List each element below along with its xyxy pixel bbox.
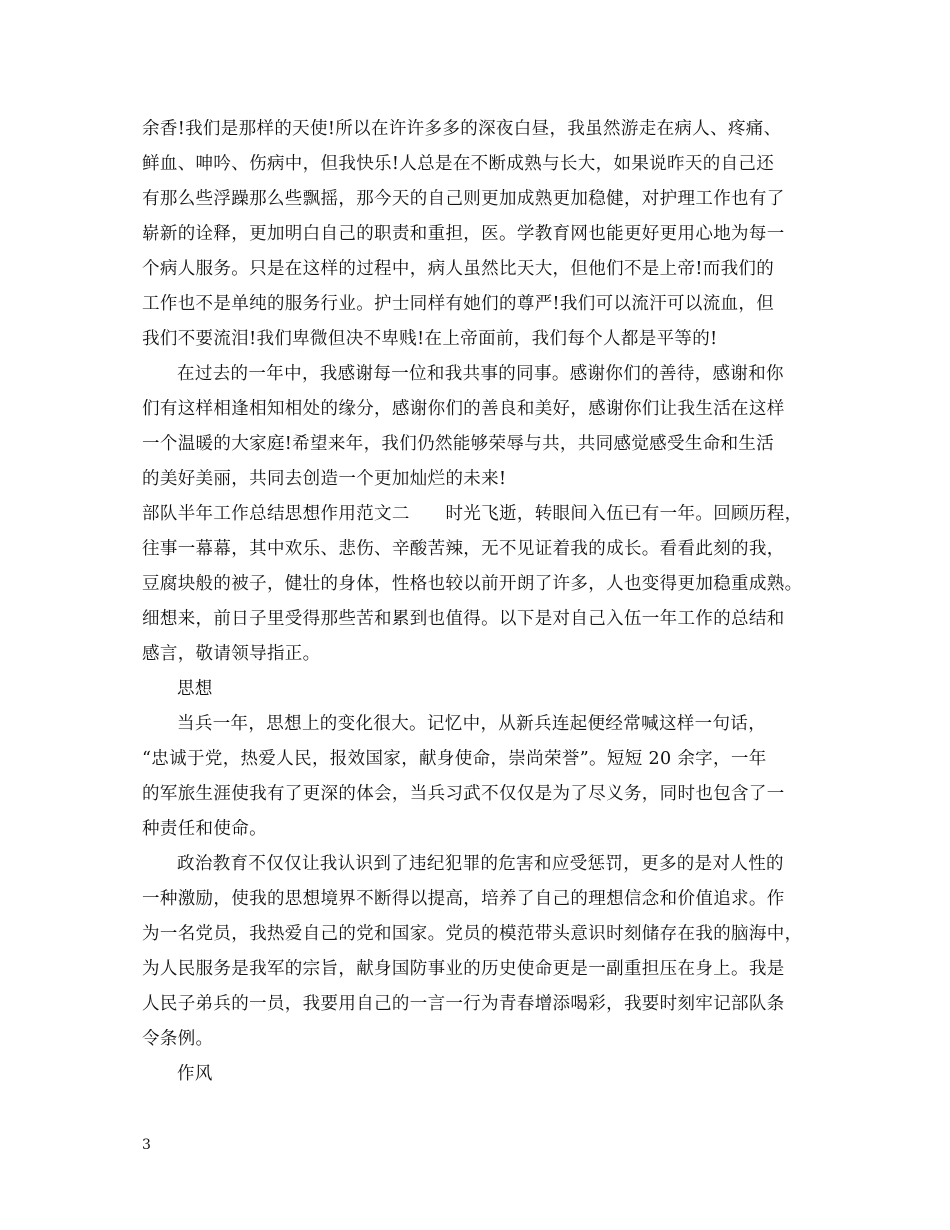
paragraph-line: “忠诚于党，热爱人民，报效国家，献身使命，崇尚荣誉”。短短 20 余字，一年: [142, 749, 767, 769]
subheading-thought: 思想: [177, 679, 213, 699]
paragraph-line: 我们不要流泪!我们卑微但决不卑贱!在上帝面前，我们每个人都是平等的!: [142, 329, 718, 349]
section-title-line: 部队半年工作总结思想作用范文二 时光飞逝，转眼间入伍已有一年。回顾历程，: [142, 504, 803, 524]
paragraph-line: 细想来，前日子里受得那些苦和累到也值得。以下是对自己入伍一年工作的总结和: [142, 609, 785, 629]
paragraph-line: 崭新的诠释，更加明白自己的职责和重担，医。学教育网也能更好更用心地为每一: [142, 224, 785, 244]
paragraph-line: 人民子弟兵的一员，我要用自己的一言一行为青春增添喝彩，我要时刻牢记部队条: [142, 994, 785, 1014]
page-number: 3: [142, 1137, 151, 1153]
paragraph-line: 们有这样相逢相知相处的缘分，感谢你们的善良和美好，感谢你们让我生活在这样: [142, 399, 785, 419]
paragraph-line: 一个温暖的大家庭!希望来年，我们仍然能够荣辱与共，共同感觉感受生命和生活: [142, 434, 775, 454]
paragraph-line: 当兵一年，思想上的变化很大。记忆中，从新兵连起便经常喊这样一句话，: [177, 714, 767, 734]
paragraph-line: 豆腐块般的被子，健壮的身体，性格也较以前开朗了许多，人也变得更加稳重成熟。: [142, 574, 803, 594]
paragraph-line: 为人民服务是我军的宗旨，献身国防事业的历史使命更是一副重担压在身上。我是: [142, 959, 785, 979]
paragraph-line: 工作也不是单纯的服务行业。护士同样有她们的尊严!我们可以流汗可以流血，但: [142, 294, 775, 314]
paragraph-line: 余香!我们是那样的天使!所以在许许多多的深夜白昼，我虽然游走在病人、疼痛、: [142, 119, 782, 139]
paragraph-line: 一种激励，使我的思想境界不断得以提高，培养了自己的理想信念和价值追求。作: [142, 889, 785, 909]
paragraph-line: 令条例。: [142, 1029, 214, 1049]
paragraph-line: 的军旅生涯使我有了更深的体会，当兵习武不仅仅是为了尽义务，同时也包含了一: [142, 784, 785, 804]
paragraph-line: 个病人服务。只是在这样的过程中，病人虽然比天大，但他们不是上帝!而我们的: [142, 259, 775, 279]
paragraph-line: 种责任和使命。: [142, 819, 267, 839]
paragraph-line: 政治教育不仅仅让我认识到了违纪犯罪的危害和应受惩罚，更多的是对人性的: [177, 854, 784, 874]
paragraph-line: 为一名党员，我热爱自己的党和国家。党员的模范带头意识时刻储存在我的脑海中，: [142, 924, 803, 944]
paragraph-line: 有那么些浮躁那么些飘摇，那今天的自己则更加成熟更加稳健，对护理工作也有了: [142, 189, 785, 209]
paragraph-line: 感言，敬请领导指正。: [142, 644, 321, 664]
paragraph-line: 鲜血、呻吟、伤病中，但我快乐!人总是在不断成熟与长大，如果说昨天的自己还: [142, 154, 775, 174]
paragraph-line: 往事一幕幕，其中欢乐、悲伤、辛酸苦辣，无不见证着我的成长。看看此刻的我，: [142, 539, 785, 559]
paragraph-line: 的美好美丽，共同去创造一个更加灿烂的未来!: [142, 469, 507, 489]
subheading-style: 作风: [177, 1064, 213, 1084]
paragraph-line: 在过去的一年中，我感谢每一位和我共事的同事。感谢你们的善待，感谢和你: [177, 364, 784, 384]
